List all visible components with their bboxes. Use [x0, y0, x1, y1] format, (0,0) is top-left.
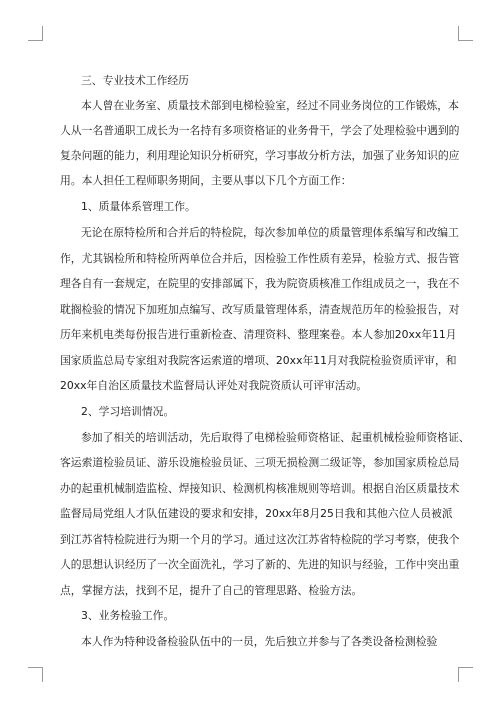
paragraph-line: 作，尤其锅检所和特检所两单位合并后，因检验工作性质有差异，检验方式、报告管: [60, 252, 460, 265]
crop-mark-bottom-right: [458, 667, 473, 682]
paragraph-line: 历年来机电类每份报告进行重新检查、清理资料、整理案卷。本人参加20xx年11月: [60, 328, 457, 341]
crop-mark-top-left: [28, 26, 43, 41]
paragraph-line: 办的起重机械制造监检、焊接知识、检测机构核准规则等培训。根据自治区质量技术: [60, 482, 460, 495]
paragraph-line: 本人曾在业务室、质量技术部到电梯检验室，经过不同业务岗位的工作锻炼，本: [81, 99, 459, 112]
paragraph-line: 耽搁检验的情况下加班加点编写、改写质量管理体系，清查规范历年的检验报告，对: [60, 303, 460, 316]
paragraph-line: 国家质监总局专家组对我院客运索道的增项、20xx年11月对我院检验资质评审，和: [60, 354, 457, 367]
crop-mark-bottom-left: [28, 667, 43, 682]
paragraph-line: 理各自有一套规定，在院里的安排部属下，我为院资质核准工作组成员之一，我在不: [60, 277, 460, 290]
paragraph-line: 复杂问题的能力，利用理论知识分析研究，学习事故分析方法，加强了业务知识的应: [60, 149, 460, 162]
subsection-heading: 2、学习培训情况。: [81, 405, 175, 418]
paragraph-line: 本人作为特种设备检验队伍中的一员，先后独立并参与了各类设备检测检验: [81, 635, 438, 648]
paragraph-line: 参加了相关的培训活动，先后取得了电梯检验师资格证、起重机械检验师资格证、: [81, 431, 470, 444]
paragraph-line: 无论在原特检所和合并后的特检院，每次参加单位的质量管理体系编写和改编工: [81, 226, 459, 239]
crop-mark-top-right: [458, 26, 473, 41]
paragraph-line: 人从一名普通职工成长为一名持有多项资格证的业务骨干，学会了处理检验中遇到的: [60, 124, 460, 137]
paragraph-line: 20xx年自治区质量技术监督局认评处对我院资质认可评审活动。: [60, 379, 368, 392]
subsection-heading: 3、业务检验工作。: [81, 609, 175, 622]
paragraph-line: 点，掌握方法，找到不足，提升了自己的管理思路、检验方法。: [60, 584, 363, 597]
subsection-heading: 1、质量体系管理工作。: [81, 200, 196, 213]
paragraph-line: 客运索道检验员证、游乐设施检验员证、三项无损检测二级证等，参加国家质检总局: [60, 456, 460, 469]
paragraph-line: 监督局局党组人才队伍建设的要求和安排，20xx年8月25日我和其他六位人员被派: [60, 507, 453, 520]
paragraph-line: 到江苏省特检院进行为期一个月的学习。通过这次江苏省特检院的学习考察，使我个: [60, 533, 460, 546]
paragraph-line: 用。本人担任工程师职务期间，主要从事以下几个方面工作：: [60, 174, 352, 187]
paragraph-line: 人的思想认识经历了一次全面洗礼，学习了新的、先进的知识与经验，工作中突出重: [60, 558, 460, 571]
section-heading: 三、专业技术工作经历: [81, 74, 189, 87]
